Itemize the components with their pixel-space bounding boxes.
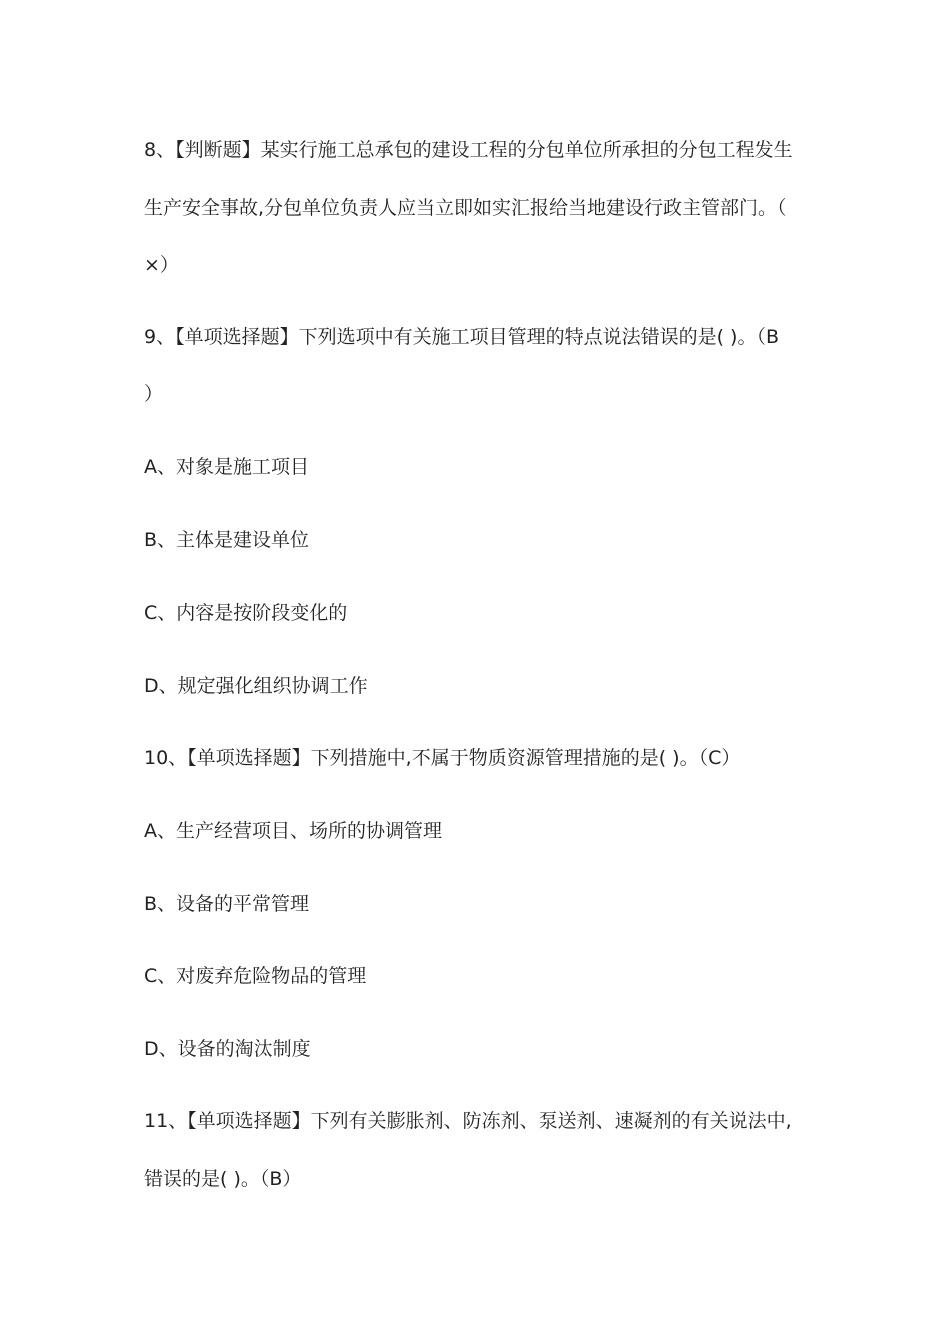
q8-text-line-2: 生产安全事故,分包单位负责人应当立即如实汇报给当地建设行政主管部门。（ xyxy=(144,197,787,219)
q9-option-d: D、规定强化组织协调工作 xyxy=(144,675,368,697)
q8-text-line-1: 8、【判断题】某实行施工总承包的建设工程的分包单位所承担的分包工程发生 xyxy=(144,139,793,161)
q8-answer-line: ×） xyxy=(144,254,179,276)
q9-option-b: B、主体是建设单位 xyxy=(144,529,310,551)
q10-option-c: C、对废弃危险物品的管理 xyxy=(144,965,367,987)
q11-text-line-1: 11、【单项选择题】下列有关膨胀剂、防冻剂、泵送剂、速凝剂的有关说法中, xyxy=(144,1110,792,1132)
q10-option-b: B、设备的平常管理 xyxy=(144,893,310,915)
q9-answer-line: ） xyxy=(144,383,164,405)
q10-text-line: 10、【单项选择题】下列措施中,不属于物质资源管理措施的是( )。（C） xyxy=(144,747,741,769)
q10-option-a: A、生产经营项目、场所的协调管理 xyxy=(144,820,442,842)
q9-option-c: C、内容是按阶段变化的 xyxy=(144,602,348,624)
q9-option-a: A、对象是施工项目 xyxy=(144,456,309,478)
q9-text-line-1: 9、【单项选择题】下列选项中有关施工项目管理的特点说法错误的是( )。（B xyxy=(144,326,779,348)
q10-option-d: D、设备的淘汰制度 xyxy=(144,1038,311,1060)
q11-text-line-2: 错误的是( )。（B） xyxy=(144,1168,302,1190)
